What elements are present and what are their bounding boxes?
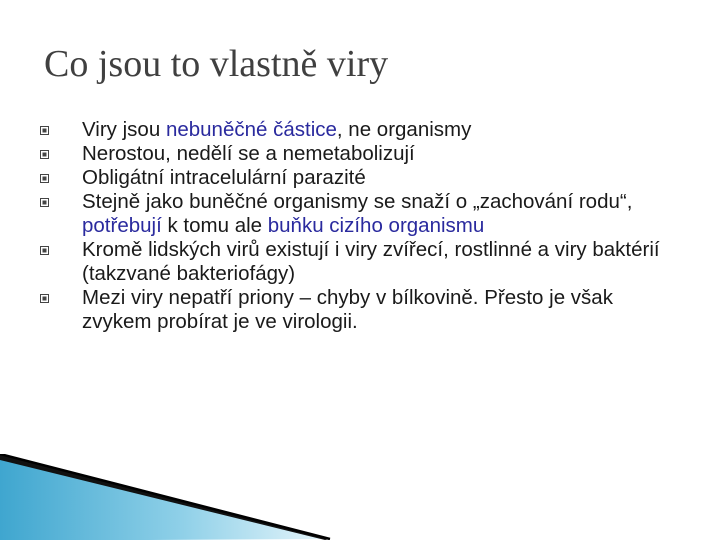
- box-bullet-icon: [40, 198, 49, 207]
- bullet-text: Nerostou, nedělí se a nemetabolizují: [82, 142, 415, 165]
- bullet-item: [40, 286, 680, 334]
- corner-decoration: [0, 454, 340, 540]
- bullet-item: [40, 118, 680, 142]
- slide-title: Co jsou to vlastně viry: [44, 43, 389, 85]
- bullet-text: Stejně jako buněčné organismy se snaží o „zachování rodu“, potřebují k tomu ale buňku cizího organismu: [82, 190, 633, 237]
- bullet-list: [40, 118, 680, 334]
- highlighted-term: potřebují: [82, 214, 162, 237]
- bullet-item: [40, 166, 680, 190]
- box-bullet-icon: [40, 174, 49, 183]
- box-bullet-icon: [40, 246, 49, 255]
- bullet-item: [40, 190, 680, 238]
- bullet-text: Obligátní intracelulární parazité: [82, 166, 366, 189]
- bullet-item: [40, 238, 680, 286]
- box-bullet-icon: [40, 294, 49, 303]
- highlighted-term: buňku cizího organismu: [267, 214, 485, 237]
- box-bullet-icon: [40, 126, 49, 135]
- bullet-text: Mezi viry nepatří priony – chyby v bílkovině. Přesto je však zvykem probírat je ve virologii.: [82, 286, 613, 333]
- bullet-item: [40, 142, 680, 166]
- bullet-text: Viry jsou nebuněčné částice, ne organismy: [82, 118, 472, 141]
- bullet-text: Kromě lidských virů existují i viry zvířecí, rostlinné a viry baktérií (takzvané bakteriofágy): [82, 238, 660, 285]
- box-bullet-icon: [40, 150, 49, 159]
- highlighted-term: nebuněčné částice: [165, 118, 337, 141]
